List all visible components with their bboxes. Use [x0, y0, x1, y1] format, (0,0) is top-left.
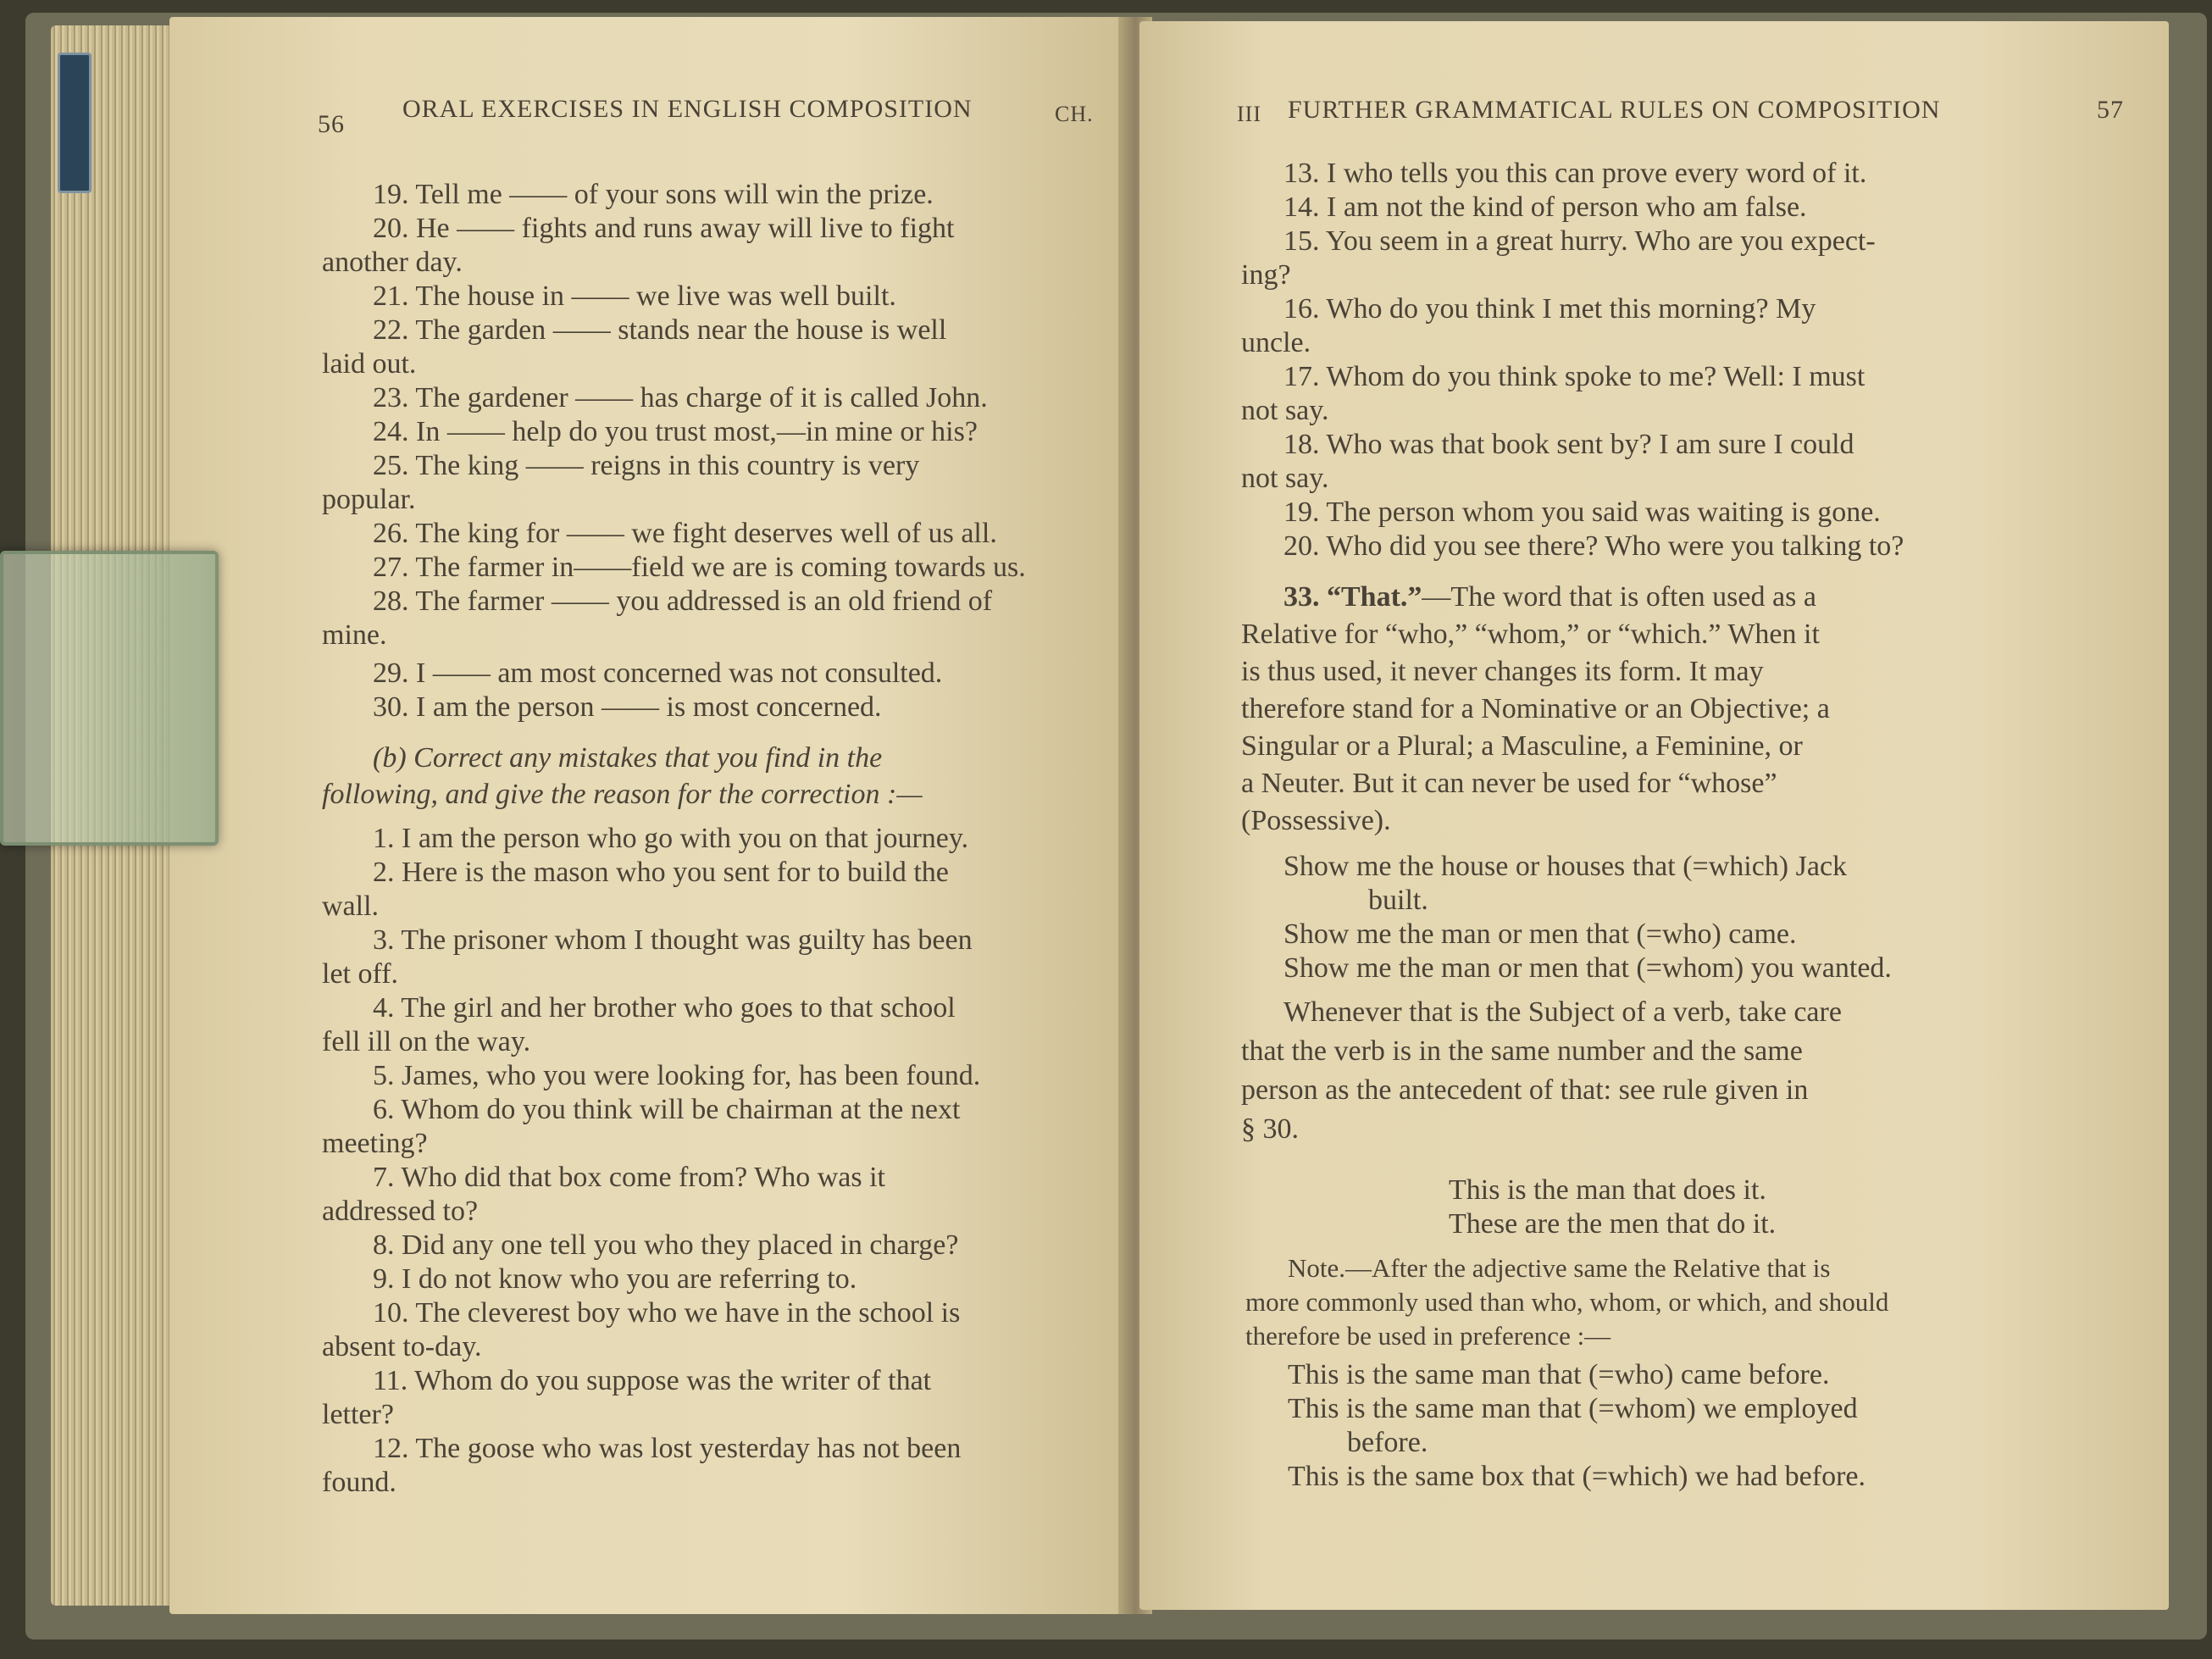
line: 24. In —— help do you trust most,—in mine or his?: [373, 416, 978, 447]
line: 11. Whom do you suppose was the writer of that: [373, 1365, 932, 1396]
note-line: therefore be used in preference :—: [1245, 1321, 1611, 1351]
note-line: Note.—After the adjective same the Relative that is: [1288, 1253, 1831, 1283]
line: wall.: [322, 891, 380, 922]
line: 8. Did any one tell you who they placed in charge?: [373, 1229, 959, 1261]
line: 2. Here is the mason who you sent for to build the: [373, 857, 949, 888]
line: 16. Who do you think I met this morning? My: [1283, 293, 1816, 325]
left-chapter-mark: CH.: [1055, 102, 1094, 126]
line: laid out.: [322, 348, 417, 380]
example-line: Show me the house or houses that (=which) Jack: [1283, 851, 1848, 882]
line: ing?: [1241, 259, 1291, 291]
same-example-line: This is the same man that (=who) came before.: [1288, 1359, 1830, 1390]
same-example-line: This is the same box that (=which) we had before.: [1288, 1461, 1866, 1492]
example-line: Show me the man or men that (=who) came.: [1283, 918, 1797, 950]
whenever-line: § 30.: [1241, 1113, 1299, 1145]
whenever-line: that the verb is in the same number and the same: [1241, 1035, 1803, 1067]
line: 17. Whom do you think spoke to me? Well: I must: [1283, 361, 1866, 392]
line: let off.: [322, 958, 399, 990]
section-number: 33.: [1283, 581, 1320, 613]
whenever-line: person as the antecedent of that: see rule given in: [1241, 1074, 1809, 1106]
section-body-line: —The word that is often used as a: [1422, 581, 1816, 613]
whenever-line: Whenever that is the Subject of a verb, take care: [1283, 996, 1842, 1028]
line: 25. The king —— reigns in this country is very: [373, 450, 920, 481]
right-page-number: 57: [2097, 96, 2124, 124]
line: 13. I who tells you this can prove every word of it.: [1283, 158, 1867, 189]
line: absent to-day.: [322, 1331, 482, 1362]
section-b-heading-cont: following, and give the reason for the correction :—: [322, 779, 923, 810]
line: not say.: [1241, 463, 1329, 494]
line: 22. The garden —— stands near the house is well: [373, 314, 947, 346]
note-line: more commonly used than who, whom, or which, and should: [1245, 1287, 1889, 1317]
line: another day.: [322, 247, 463, 278]
line: 12. The goose who was lost yesterday has not been: [373, 1433, 962, 1464]
line: not say.: [1241, 395, 1329, 426]
line: 15. You seem in a great hurry. Who are you expect-: [1283, 225, 1876, 257]
line: 6. Whom do you think will be chairman at the next: [373, 1094, 961, 1125]
example-line: Show me the man or men that (=whom) you wanted.: [1283, 952, 1892, 984]
left-page-number: 56: [318, 110, 345, 138]
line: 19. The person whom you said was waiting is gone.: [1283, 497, 1881, 528]
line: 19. Tell me —— of your sons will win the prize.: [373, 179, 934, 210]
line: 23. The gardener —— has charge of it is called John.: [373, 382, 988, 413]
glass-bookmark: [0, 551, 219, 846]
right-page: [1139, 21, 2169, 1610]
example2-line: This is the man that does it.: [1449, 1174, 1766, 1206]
line: fell ill on the way.: [322, 1026, 531, 1057]
line: mine.: [322, 619, 387, 651]
section-33-first-line: [1283, 580, 1816, 614]
line: meeting?: [322, 1128, 428, 1159]
line: 27. The farmer in——field we are is coming towards us.: [373, 552, 1026, 583]
line: popular.: [322, 484, 416, 515]
left-page: [169, 17, 1135, 1614]
section-title: “That.”: [1327, 581, 1422, 613]
line: uncle.: [1241, 327, 1311, 358]
section-body-line: Singular or a Plural; a Masculine, a Feminine, or: [1241, 730, 1803, 762]
line: 9. I do not know who you are referring to.: [373, 1263, 857, 1295]
line: 18. Who was that book sent by? I am sure I could: [1283, 429, 1854, 460]
line: found.: [322, 1467, 396, 1498]
line: 28. The farmer —— you addressed is an old friend of: [373, 585, 993, 617]
left-header: [169, 17, 1135, 138]
section-body-line: is thus used, it never changes its form. It may: [1241, 656, 1764, 687]
section-body-line: a Neuter. But it can never be used for “whose”: [1241, 768, 1777, 799]
line: 3. The prisoner whom I thought was guilty has been: [373, 924, 973, 956]
section-body-line: therefore stand for a Nominative or an Objective; a: [1241, 693, 1830, 724]
line: 4. The girl and her brother who goes to that school: [373, 992, 956, 1024]
right-running-head: FURTHER GRAMMATICAL RULES ON COMPOSITION: [1288, 96, 1941, 124]
spine-ornament: [58, 53, 91, 193]
line: 26. The king for —— we fight deserves well of us all.: [373, 518, 997, 549]
line: 20. Who did you see there? Who were you talking to?: [1283, 530, 1904, 562]
section-body-line: (Possessive).: [1241, 805, 1391, 836]
line: letter?: [322, 1399, 394, 1430]
left-running-head: ORAL EXERCISES IN ENGLISH COMPOSITION: [402, 95, 973, 123]
line: 29. I —— am most concerned was not consulted.: [373, 657, 943, 689]
right-chapter-mark: III: [1237, 102, 1261, 126]
same-example-line: before.: [1347, 1427, 1428, 1458]
same-example-line: This is the same man that (=whom) we employed: [1288, 1393, 1858, 1424]
line: addressed to?: [322, 1196, 479, 1227]
example-line: built.: [1368, 885, 1428, 916]
line: 5. James, who you were looking for, has been found.: [373, 1060, 981, 1091]
line: 1. I am the person who go with you on that journey.: [373, 823, 969, 854]
line: 14. I am not the kind of person who am false.: [1283, 191, 1807, 223]
section-b-heading: (b) Correct any mistakes that you find in the: [373, 742, 883, 774]
right-header: [1139, 21, 2169, 126]
section-body-line: Relative for “who,” “whom,” or “which.” When it: [1241, 619, 1820, 650]
line: 7. Who did that box come from? Who was it: [373, 1162, 885, 1193]
line: 20. He —— fights and runs away will live to fight: [373, 213, 955, 244]
line: 21. The house in —— we live was well built.: [373, 280, 896, 312]
line: 30. I am the person —— is most concerned.: [373, 691, 882, 723]
example2-line: These are the men that do it.: [1449, 1208, 1777, 1240]
line: 10. The cleverest boy who we have in the school is: [373, 1297, 961, 1329]
